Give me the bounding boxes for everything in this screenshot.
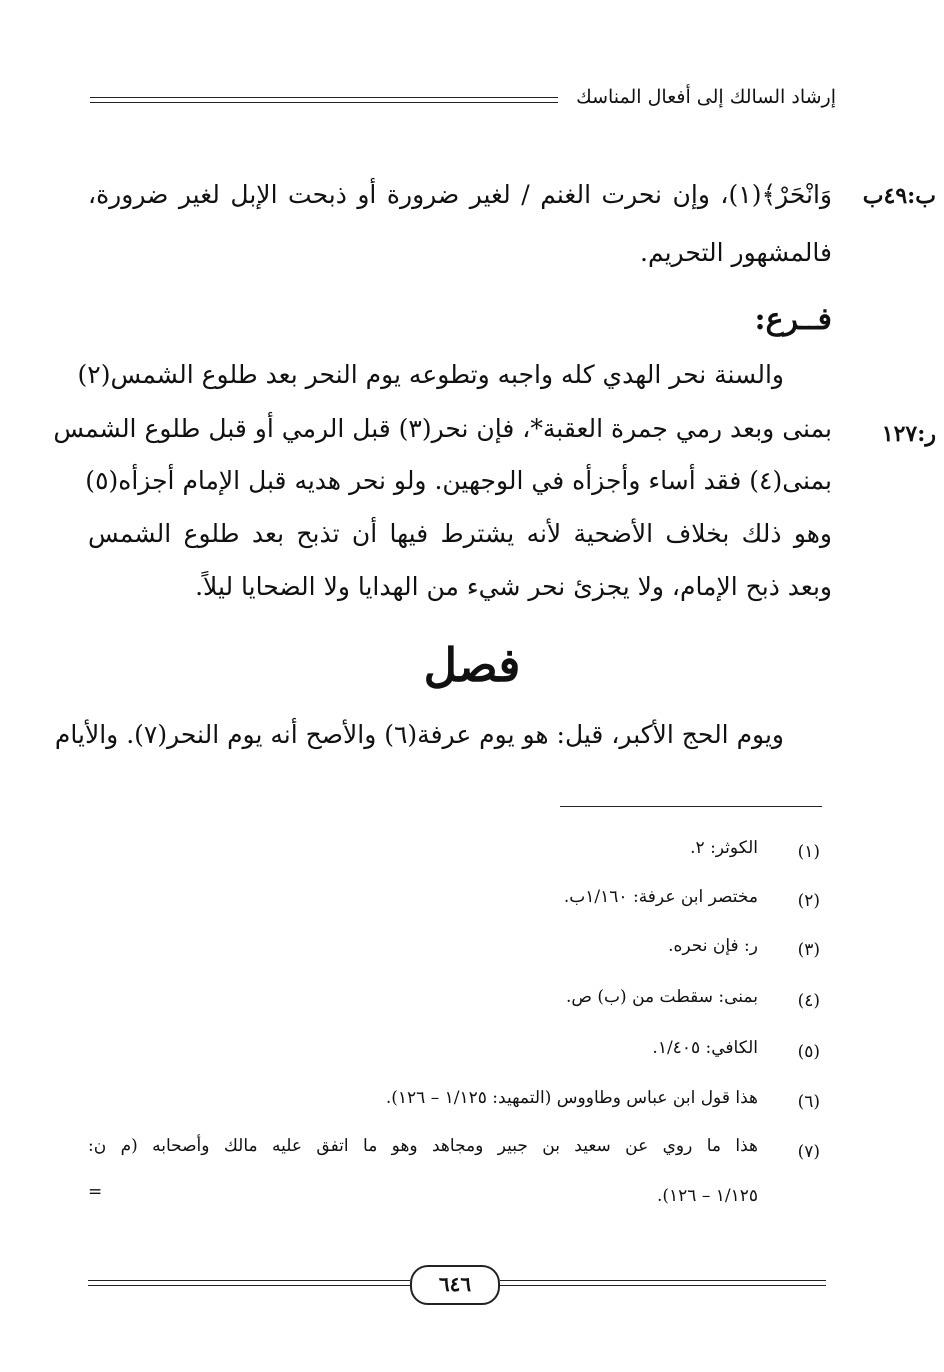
subheading-far: فــرع:: [754, 302, 832, 337]
section-heading: فصل: [423, 638, 521, 692]
footnote-text: هذا ما روي عن سعيد بن جبير ومجاهد وهو ما اتفق عليه مالك وأصحابه (م ن:: [88, 1136, 758, 1156]
footnote-number: (٦): [797, 1092, 820, 1112]
body-line: وهو ذلك بخلاف الأضحية لأنه يشترط فيها أن تذبح بعد طلوع الشمس: [88, 519, 832, 548]
footnote-number: (٤): [797, 991, 820, 1011]
footnote-number: (٢): [797, 891, 820, 911]
continuation-mark: =: [88, 1182, 103, 1202]
footnote-text: الكوثر: ٢.: [690, 838, 758, 858]
footnote-text: هذا قول ابن عباس وطاووس (التمهيد: ١/١٢٥ – ١٢٦).: [385, 1088, 758, 1108]
footer-rule-right-2: [500, 1285, 826, 1286]
footnote-number: (٣): [797, 940, 820, 960]
footnote-number: (٥): [797, 1042, 820, 1062]
footnote-number: (١): [797, 842, 820, 862]
footer-rule-left-2: [88, 1285, 410, 1286]
margin-marker-r127: ر:١٢٧: [881, 421, 936, 447]
footnote-text: مختصر ابن عرفة: ١/١٦٠ب.: [563, 887, 758, 907]
body-line: فالمشهور التحريم.: [640, 238, 832, 267]
header-rule-top: [90, 97, 558, 98]
body-line: والسنة نحر الهدي كله واجبه وتطوعه يوم النحر بعد طلوع الشمس(٢): [77, 360, 784, 389]
footer-rule-right-1: [500, 1280, 826, 1281]
body-line: وَانْحَرْ﴾(١)، وإن نحرت الغنم / لغير ضرورة أو ذبحت الإبل لغير ضرورة،: [88, 180, 832, 209]
footnote-continuation: ١/١٢٥ – ١٢٦).: [656, 1186, 758, 1206]
running-header-title: إرشاد السالك إلى أفعال المناسك: [576, 86, 836, 108]
body-line: بمنى(٤) فقد أساء وأجزأه في الوجهين. ولو نحر هديه قبل الإمام أجزأه(٥): [85, 466, 832, 495]
footnote-number: (٧): [797, 1142, 820, 1162]
footnote-text: الكافي: ١/٤٠٥.: [652, 1038, 758, 1058]
margin-marker-b49: ب:٤٩ب: [862, 183, 936, 209]
body-line: ويوم الحج الأكبر، قيل: هو يوم عرفة(٦) والأصح أنه يوم النحر(٧). والأيام: [54, 720, 784, 749]
header-rule-bottom: [90, 102, 558, 103]
body-line: بمنى وبعد رمي جمرة العقبة*، فإن نحر(٣) قبل الرمي أو قبل طلوع الشمس: [53, 414, 832, 443]
footnote-text: بمنى: سقطت من (ب) ص.: [566, 987, 758, 1007]
body-line: وبعد ذبح الإمام، ولا يجزئ نحر شيء من الهدايا ولا الضحايا ليلاً.: [195, 572, 832, 601]
footer-rule-left-1: [88, 1280, 410, 1281]
page-number: ٦٤٦: [410, 1265, 500, 1305]
footnote-separator: [560, 806, 822, 807]
footnote-text: ر: فإن نحره.: [668, 936, 758, 956]
